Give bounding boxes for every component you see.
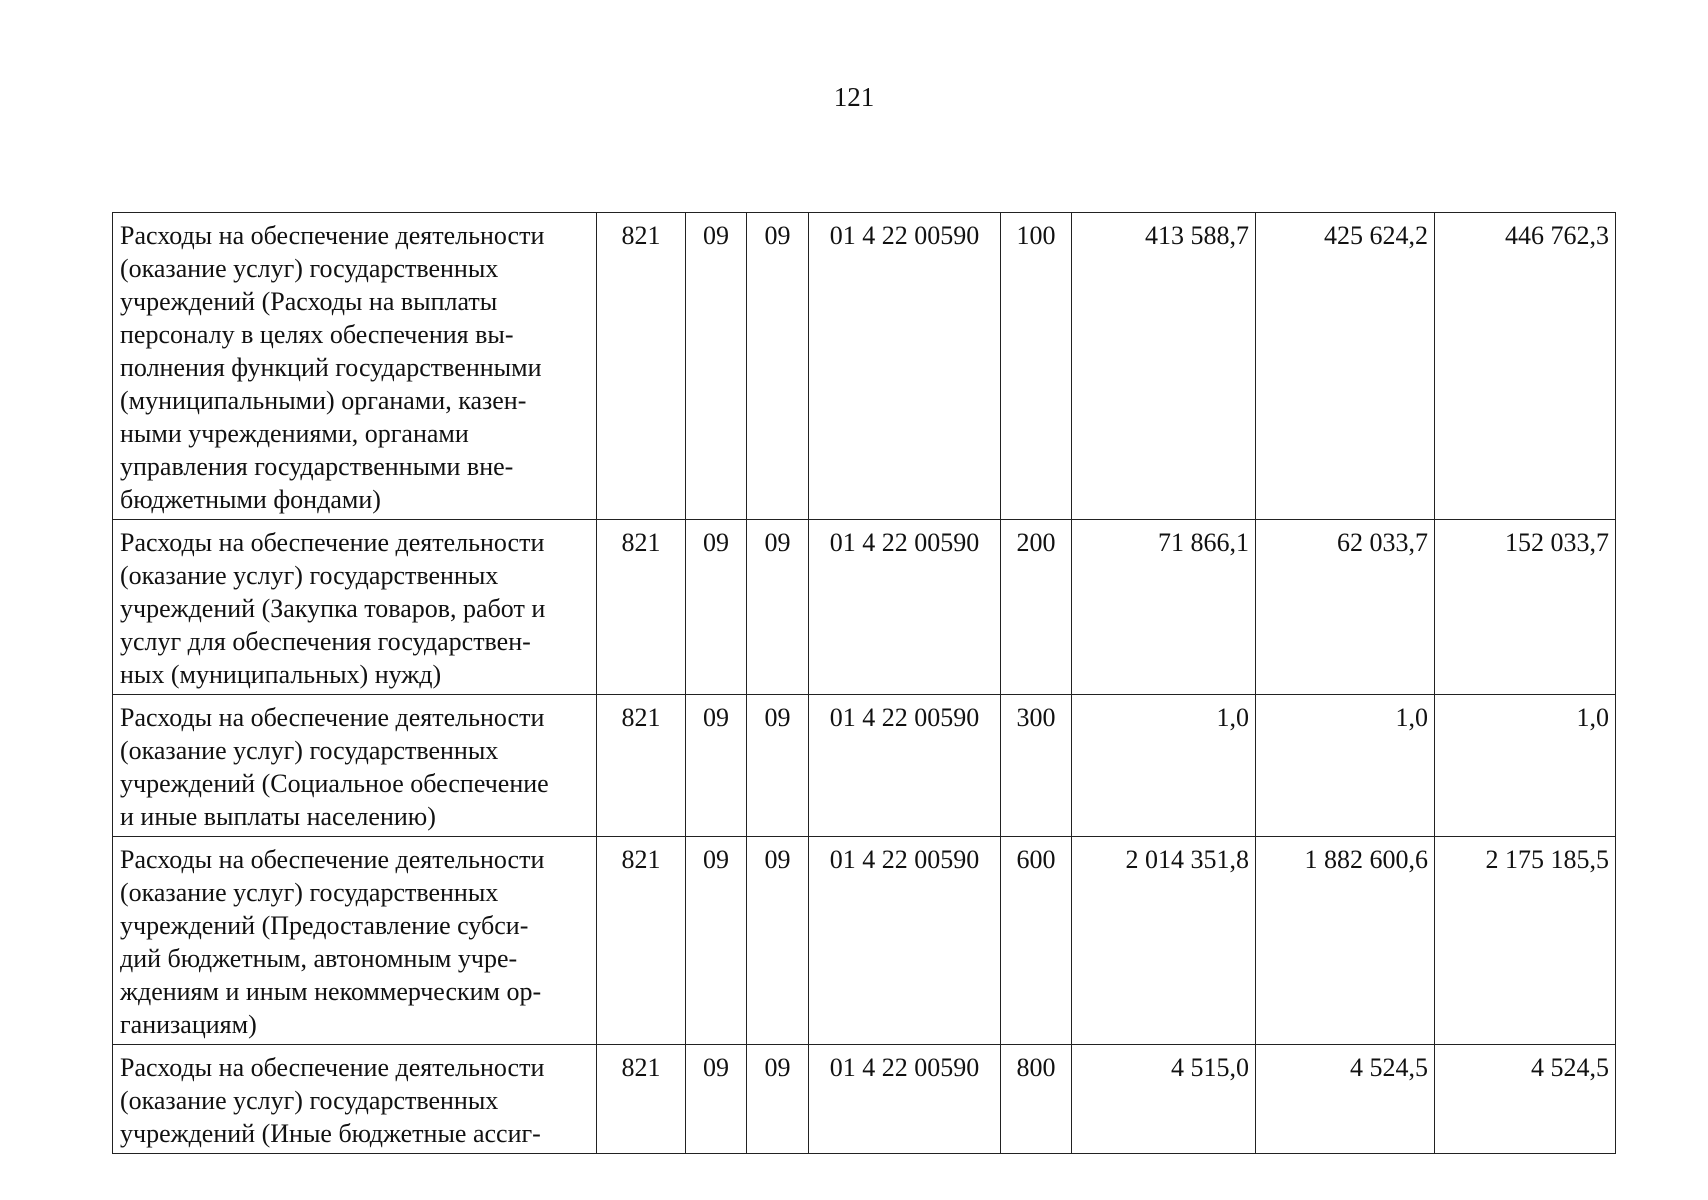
target-article-cell: 01 4 22 00590: [809, 213, 1001, 520]
description-cell: [113, 1045, 597, 1154]
expense-type-cell: 600: [1001, 837, 1072, 1045]
description-line: бюджетными фондами): [120, 485, 381, 514]
ministry-code-cell: 821: [597, 695, 686, 837]
description-line: полнения функций государственными: [120, 353, 542, 382]
description-line: (оказание услуг) государственных: [120, 254, 499, 283]
description-line: учреждений (Иные бюджетные ассиг-: [120, 1119, 541, 1148]
description-line: Расходы на обеспечение деятельности: [120, 703, 545, 732]
description-line: управления государственными вне-: [120, 452, 514, 481]
description-line: ганизациям): [120, 1010, 257, 1039]
amount-2-cell: 1 882 600,6: [1256, 837, 1435, 1045]
section-code-cell: 09: [686, 213, 747, 520]
description-line: (оказание услуг) государственных: [120, 878, 499, 907]
amount-2-cell: 425 624,2: [1256, 213, 1435, 520]
amount-1-cell: 71 866,1: [1072, 520, 1256, 695]
amount-2-cell: 1,0: [1256, 695, 1435, 837]
expense-type-cell: 100: [1001, 213, 1072, 520]
table-row: [113, 837, 1616, 1045]
ministry-code-cell: 821: [597, 1045, 686, 1154]
amount-3-cell: 2 175 185,5: [1435, 837, 1616, 1045]
section-code-cell: 09: [686, 837, 747, 1045]
section-code-cell: 09: [686, 695, 747, 837]
amount-2-cell: 4 524,5: [1256, 1045, 1435, 1154]
ministry-code-cell: 821: [597, 837, 686, 1045]
amount-1-cell: 2 014 351,8: [1072, 837, 1256, 1045]
description-line: ных (муниципальных) нужд): [120, 660, 442, 689]
description-line: и иные выплаты населению): [120, 802, 436, 831]
page-number: 121: [833, 82, 875, 112]
budget-table: [112, 212, 1616, 1154]
table-body: [113, 213, 1616, 1154]
expense-type-cell: 800: [1001, 1045, 1072, 1154]
description-cell: [113, 520, 597, 695]
subsection-code-cell: 09: [747, 520, 809, 695]
description-line: ными учреждениями, органами: [120, 419, 469, 448]
description-line: (оказание услуг) государственных: [120, 1086, 499, 1115]
expense-type-cell: 200: [1001, 520, 1072, 695]
description-line: учреждений (Закупка товаров, работ и: [120, 594, 546, 623]
target-article-cell: 01 4 22 00590: [809, 520, 1001, 695]
section-code-cell: 09: [686, 520, 747, 695]
description-line: ждениям и иным некоммерческим ор-: [120, 977, 542, 1006]
expense-type-cell: 300: [1001, 695, 1072, 837]
description-line: (оказание услуг) государственных: [120, 561, 499, 590]
description-line: Расходы на обеспечение деятельности: [120, 528, 545, 557]
amount-3-cell: 1,0: [1435, 695, 1616, 837]
amount-3-cell: 152 033,7: [1435, 520, 1616, 695]
amount-3-cell: 4 524,5: [1435, 1045, 1616, 1154]
table-row: [113, 1045, 1616, 1154]
subsection-code-cell: 09: [747, 695, 809, 837]
subsection-code-cell: 09: [747, 213, 809, 520]
table-row: [113, 520, 1616, 695]
table-row: [113, 695, 1616, 837]
description-cell: [113, 213, 597, 520]
target-article-cell: 01 4 22 00590: [809, 1045, 1001, 1154]
table-row: [113, 213, 1616, 520]
amount-1-cell: 4 515,0: [1072, 1045, 1256, 1154]
description-line: Расходы на обеспечение деятельности: [120, 845, 545, 874]
description-cell: [113, 837, 597, 1045]
description-cell: [113, 695, 597, 837]
amount-3-cell: 446 762,3: [1435, 213, 1616, 520]
description-line: (оказание услуг) государственных: [120, 736, 499, 765]
amount-2-cell: 62 033,7: [1256, 520, 1435, 695]
description-line: Расходы на обеспечение деятельности: [120, 221, 545, 250]
amount-1-cell: 1,0: [1072, 695, 1256, 837]
description-line: учреждений (Предоставление субси-: [120, 911, 529, 940]
description-line: дий бюджетным, автономным учре-: [120, 944, 518, 973]
description-line: Расходы на обеспечение деятельности: [120, 1053, 545, 1082]
subsection-code-cell: 09: [747, 837, 809, 1045]
ministry-code-cell: 821: [597, 213, 686, 520]
description-line: учреждений (Расходы на выплаты: [120, 287, 498, 316]
target-article-cell: 01 4 22 00590: [809, 837, 1001, 1045]
description-line: услуг для обеспечения государствен-: [120, 627, 531, 656]
ministry-code-cell: 821: [597, 520, 686, 695]
section-code-cell: 09: [686, 1045, 747, 1154]
description-line: учреждений (Социальное обеспечение: [120, 769, 549, 798]
amount-1-cell: 413 588,7: [1072, 213, 1256, 520]
description-line: (муниципальными) органами, казен-: [120, 386, 527, 415]
subsection-code-cell: 09: [747, 1045, 809, 1154]
target-article-cell: 01 4 22 00590: [809, 695, 1001, 837]
description-line: персоналу в целях обеспечения вы-: [120, 320, 514, 349]
